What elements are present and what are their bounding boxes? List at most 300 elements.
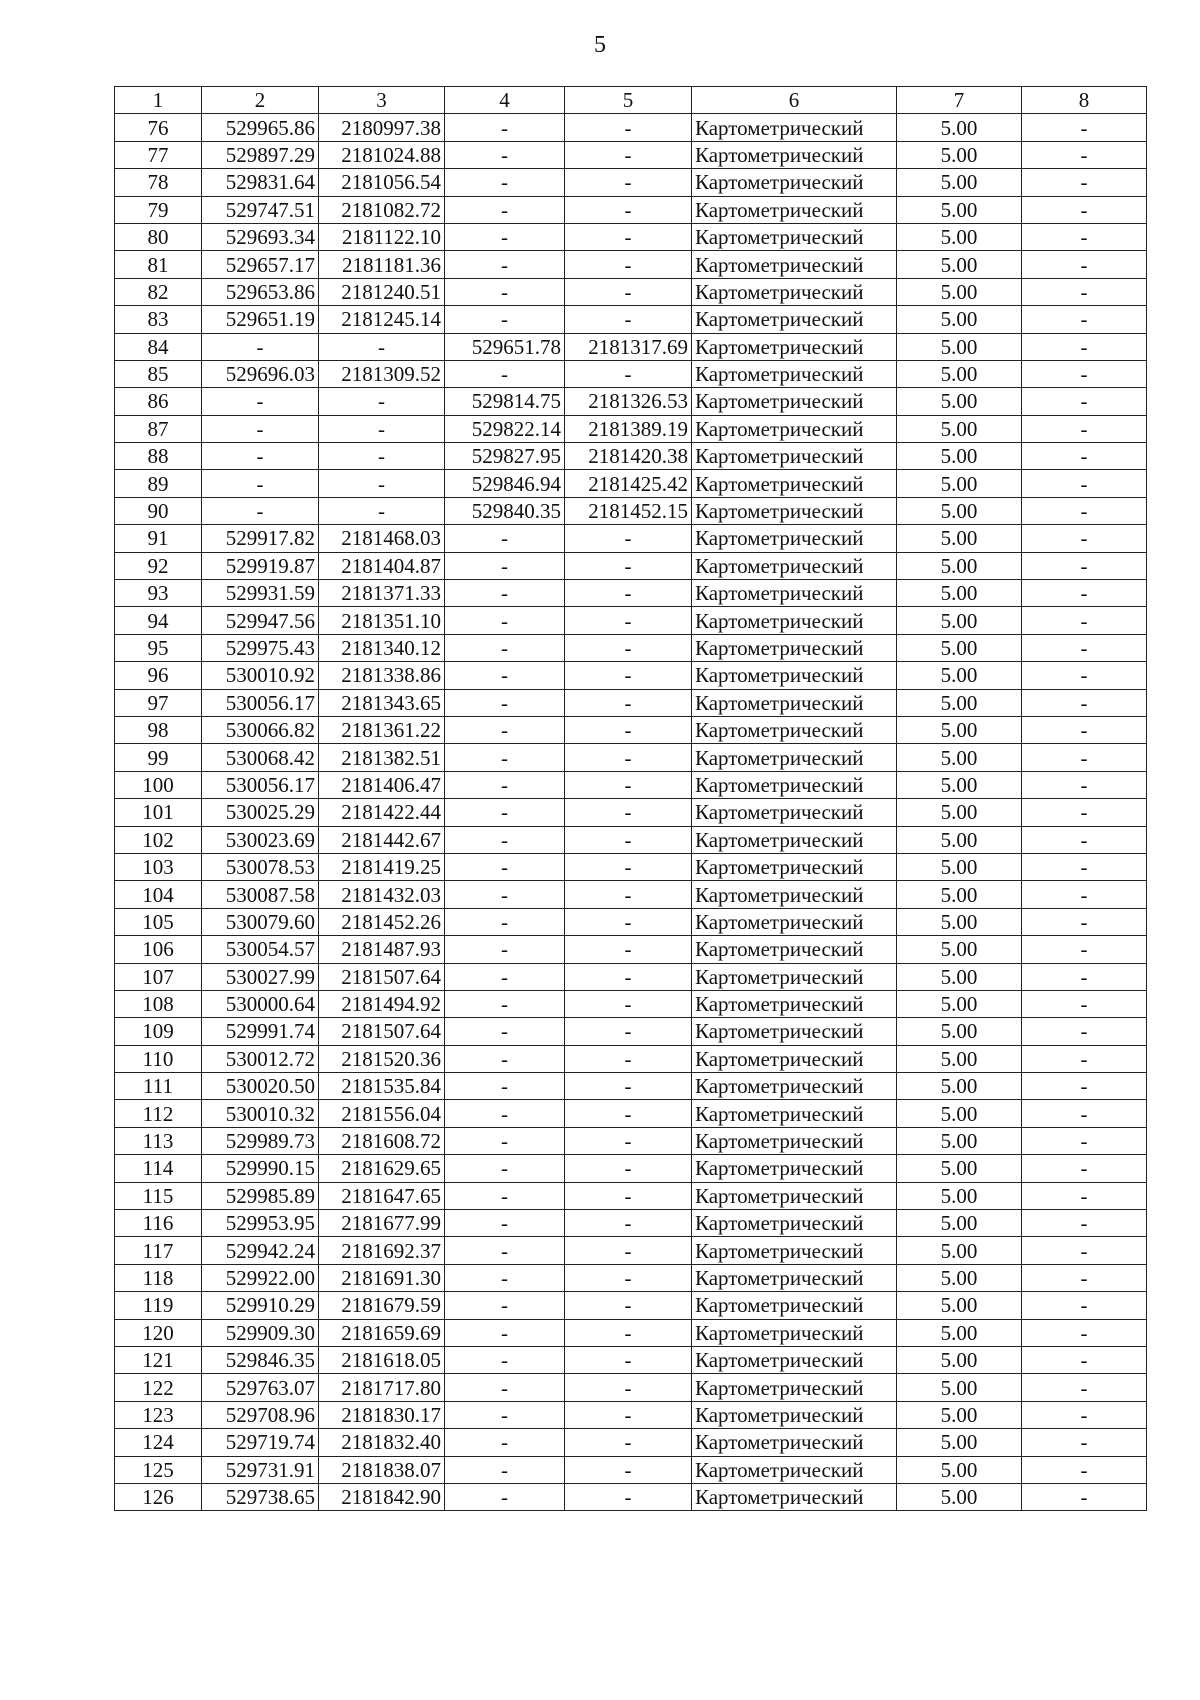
x-coordinate-cell: 529947.56 — [202, 607, 319, 634]
note-cell: - — [1022, 1237, 1147, 1264]
table-row — [115, 223, 1147, 250]
note-cell: - — [1022, 744, 1147, 771]
y-coordinate-cell: 2181338.86 — [319, 662, 445, 689]
y-coordinate-cell: 2181382.51 — [319, 744, 445, 771]
x-new-coordinate-cell: - — [445, 771, 565, 798]
x-new-coordinate-cell: - — [445, 716, 565, 743]
method-cell: Картометрический — [692, 716, 897, 743]
note-cell: - — [1022, 278, 1147, 305]
method-cell: Картометрический — [692, 1264, 897, 1291]
method-cell: Картометрический — [692, 689, 897, 716]
x-new-coordinate-cell: 529822.14 — [445, 415, 565, 442]
x-coordinate-cell: 529653.86 — [202, 278, 319, 305]
y-coordinate-cell: 2181487.93 — [319, 936, 445, 963]
method-cell: Картометрический — [692, 634, 897, 661]
table-row — [115, 1045, 1147, 1072]
point-number-cell: 97 — [115, 689, 202, 716]
column-header: 5 — [565, 87, 692, 114]
x-coordinate-cell: 530027.99 — [202, 963, 319, 990]
x-coordinate-cell: - — [202, 333, 319, 360]
point-number-cell: 105 — [115, 908, 202, 935]
x-coordinate-cell: 530068.42 — [202, 744, 319, 771]
note-cell: - — [1022, 1264, 1147, 1291]
point-number-cell: 91 — [115, 525, 202, 552]
accuracy-cell: 5.00 — [897, 853, 1022, 880]
accuracy-cell: 5.00 — [897, 1100, 1022, 1127]
y-coordinate-cell: 2181245.14 — [319, 306, 445, 333]
x-new-coordinate-cell: - — [445, 1210, 565, 1237]
note-cell: - — [1022, 223, 1147, 250]
y-new-coordinate-cell: - — [565, 1182, 692, 1209]
y-new-coordinate-cell: - — [565, 1456, 692, 1483]
point-number-cell: 102 — [115, 826, 202, 853]
point-number-cell: 113 — [115, 1127, 202, 1154]
x-new-coordinate-cell: - — [445, 1401, 565, 1428]
y-coordinate-cell: 2181082.72 — [319, 196, 445, 223]
y-coordinate-cell: 2181468.03 — [319, 525, 445, 552]
x-new-coordinate-cell: - — [445, 1483, 565, 1510]
y-coordinate-cell: 2181452.26 — [319, 908, 445, 935]
y-coordinate-cell: 2181691.30 — [319, 1264, 445, 1291]
y-new-coordinate-cell: - — [565, 853, 692, 880]
note-cell: - — [1022, 853, 1147, 880]
x-new-coordinate-cell: - — [445, 908, 565, 935]
table-body — [115, 114, 1147, 1511]
x-coordinate-cell: 529931.59 — [202, 580, 319, 607]
point-number-cell: 80 — [115, 223, 202, 250]
note-cell: - — [1022, 826, 1147, 853]
note-cell: - — [1022, 114, 1147, 141]
x-new-coordinate-cell: - — [445, 607, 565, 634]
x-new-coordinate-cell: - — [445, 1127, 565, 1154]
note-cell: - — [1022, 360, 1147, 387]
note-cell: - — [1022, 1319, 1147, 1346]
point-number-cell: 83 — [115, 306, 202, 333]
y-coordinate-cell: 2181832.40 — [319, 1429, 445, 1456]
x-new-coordinate-cell: - — [445, 689, 565, 716]
table-row — [115, 1292, 1147, 1319]
table-row — [115, 388, 1147, 415]
table-row — [115, 1018, 1147, 1045]
column-header: 6 — [692, 87, 897, 114]
x-coordinate-cell: 529942.24 — [202, 1237, 319, 1264]
note-cell: - — [1022, 1182, 1147, 1209]
y-coordinate-cell: - — [319, 415, 445, 442]
x-coordinate-cell: 529965.86 — [202, 114, 319, 141]
y-new-coordinate-cell: - — [565, 607, 692, 634]
note-cell: - — [1022, 196, 1147, 223]
table-row — [115, 1210, 1147, 1237]
point-number-cell: 98 — [115, 716, 202, 743]
y-new-coordinate-cell: 2181452.15 — [565, 497, 692, 524]
y-coordinate-cell: 2181024.88 — [319, 141, 445, 168]
note-cell: - — [1022, 333, 1147, 360]
note-cell: - — [1022, 497, 1147, 524]
table-row — [115, 196, 1147, 223]
y-new-coordinate-cell: - — [565, 196, 692, 223]
y-new-coordinate-cell: - — [565, 552, 692, 579]
table-row — [115, 169, 1147, 196]
method-cell: Картометрический — [692, 744, 897, 771]
y-new-coordinate-cell: - — [565, 908, 692, 935]
method-cell: Картометрический — [692, 1429, 897, 1456]
y-coordinate-cell: 2181432.03 — [319, 881, 445, 908]
note-cell: - — [1022, 443, 1147, 470]
x-new-coordinate-cell: 529840.35 — [445, 497, 565, 524]
point-number-cell: 115 — [115, 1182, 202, 1209]
y-coordinate-cell: 2181181.36 — [319, 251, 445, 278]
y-new-coordinate-cell: - — [565, 634, 692, 661]
note-cell: - — [1022, 1292, 1147, 1319]
table-row — [115, 360, 1147, 387]
y-coordinate-cell: 2181556.04 — [319, 1100, 445, 1127]
point-number-cell: 94 — [115, 607, 202, 634]
accuracy-cell: 5.00 — [897, 1319, 1022, 1346]
table-row — [115, 963, 1147, 990]
x-new-coordinate-cell: - — [445, 744, 565, 771]
note-cell: - — [1022, 908, 1147, 935]
method-cell: Картометрический — [692, 1237, 897, 1264]
accuracy-cell: 5.00 — [897, 552, 1022, 579]
x-coordinate-cell: 530087.58 — [202, 881, 319, 908]
x-coordinate-cell: 529693.34 — [202, 223, 319, 250]
x-new-coordinate-cell: - — [445, 196, 565, 223]
y-coordinate-cell: 2181507.64 — [319, 963, 445, 990]
method-cell: Картометрический — [692, 114, 897, 141]
accuracy-cell: 5.00 — [897, 525, 1022, 552]
x-new-coordinate-cell: - — [445, 525, 565, 552]
note-cell: - — [1022, 1483, 1147, 1510]
x-coordinate-cell: 529909.30 — [202, 1319, 319, 1346]
x-coordinate-cell: 530054.57 — [202, 936, 319, 963]
table-row — [115, 662, 1147, 689]
y-new-coordinate-cell: - — [565, 771, 692, 798]
table-row — [115, 1374, 1147, 1401]
note-cell: - — [1022, 415, 1147, 442]
point-number-cell: 109 — [115, 1018, 202, 1045]
y-coordinate-cell: 2181361.22 — [319, 716, 445, 743]
x-new-coordinate-cell: 529651.78 — [445, 333, 565, 360]
y-coordinate-cell: 2181618.05 — [319, 1346, 445, 1373]
note-cell: - — [1022, 662, 1147, 689]
method-cell: Картометрический — [692, 881, 897, 908]
y-coordinate-cell: 2181240.51 — [319, 278, 445, 305]
page-number: 5 — [594, 32, 606, 58]
column-header: 8 — [1022, 87, 1147, 114]
accuracy-cell: 5.00 — [897, 470, 1022, 497]
method-cell: Картометрический — [692, 580, 897, 607]
accuracy-cell: 5.00 — [897, 744, 1022, 771]
table-row — [115, 634, 1147, 661]
method-cell: Картометрический — [692, 1319, 897, 1346]
point-number-cell: 116 — [115, 1210, 202, 1237]
accuracy-cell: 5.00 — [897, 1264, 1022, 1291]
y-coordinate-cell: 2181422.44 — [319, 799, 445, 826]
table-row — [115, 1401, 1147, 1428]
method-cell: Картометрический — [692, 936, 897, 963]
accuracy-cell: 5.00 — [897, 908, 1022, 935]
point-number-cell: 120 — [115, 1319, 202, 1346]
method-cell: Картометрический — [692, 990, 897, 1017]
method-cell: Картометрический — [692, 251, 897, 278]
note-cell: - — [1022, 607, 1147, 634]
y-coordinate-cell: - — [319, 497, 445, 524]
x-new-coordinate-cell: 529827.95 — [445, 443, 565, 470]
table-row — [115, 936, 1147, 963]
x-coordinate-cell: 529989.73 — [202, 1127, 319, 1154]
y-new-coordinate-cell: - — [565, 826, 692, 853]
y-new-coordinate-cell: 2181317.69 — [565, 333, 692, 360]
x-new-coordinate-cell: - — [445, 1155, 565, 1182]
y-coordinate-cell: - — [319, 470, 445, 497]
y-coordinate-cell: 2181838.07 — [319, 1456, 445, 1483]
note-cell: - — [1022, 1429, 1147, 1456]
method-cell: Картометрический — [692, 1210, 897, 1237]
point-number-cell: 89 — [115, 470, 202, 497]
accuracy-cell: 5.00 — [897, 1182, 1022, 1209]
table-row — [115, 278, 1147, 305]
point-number-cell: 76 — [115, 114, 202, 141]
method-cell: Картометрический — [692, 1401, 897, 1428]
point-number-cell: 96 — [115, 662, 202, 689]
y-new-coordinate-cell: - — [565, 662, 692, 689]
table-row — [115, 251, 1147, 278]
x-coordinate-cell: 530056.17 — [202, 771, 319, 798]
y-new-coordinate-cell: - — [565, 169, 692, 196]
accuracy-cell: 5.00 — [897, 278, 1022, 305]
method-cell: Картометрический — [692, 497, 897, 524]
accuracy-cell: 5.00 — [897, 1429, 1022, 1456]
table-row — [115, 689, 1147, 716]
y-coordinate-cell: 2181629.65 — [319, 1155, 445, 1182]
method-cell: Картометрический — [692, 443, 897, 470]
point-number-cell: 117 — [115, 1237, 202, 1264]
y-new-coordinate-cell: - — [565, 223, 692, 250]
accuracy-cell: 5.00 — [897, 1155, 1022, 1182]
method-cell: Картометрический — [692, 662, 897, 689]
x-coordinate-cell: 530012.72 — [202, 1045, 319, 1072]
x-new-coordinate-cell: - — [445, 1045, 565, 1072]
x-coordinate-cell: 530025.29 — [202, 799, 319, 826]
note-cell: - — [1022, 1127, 1147, 1154]
note-cell: - — [1022, 388, 1147, 415]
y-coordinate-cell: - — [319, 388, 445, 415]
y-new-coordinate-cell: - — [565, 1429, 692, 1456]
x-new-coordinate-cell: - — [445, 799, 565, 826]
point-number-cell: 106 — [115, 936, 202, 963]
accuracy-cell: 5.00 — [897, 141, 1022, 168]
point-number-cell: 122 — [115, 1374, 202, 1401]
table-row — [115, 443, 1147, 470]
method-cell: Картометрический — [692, 1374, 897, 1401]
y-new-coordinate-cell: - — [565, 881, 692, 908]
x-new-coordinate-cell: - — [445, 1429, 565, 1456]
table-row — [115, 607, 1147, 634]
y-coordinate-cell: 2181419.25 — [319, 853, 445, 880]
note-cell: - — [1022, 306, 1147, 333]
x-coordinate-cell: - — [202, 415, 319, 442]
y-new-coordinate-cell: - — [565, 141, 692, 168]
method-cell: Картометрический — [692, 552, 897, 579]
table-row — [115, 1346, 1147, 1373]
accuracy-cell: 5.00 — [897, 1374, 1022, 1401]
y-coordinate-cell: 2181406.47 — [319, 771, 445, 798]
point-number-cell: 85 — [115, 360, 202, 387]
y-new-coordinate-cell: - — [565, 716, 692, 743]
x-coordinate-cell: 529651.19 — [202, 306, 319, 333]
point-number-cell: 114 — [115, 1155, 202, 1182]
method-cell: Картометрический — [692, 223, 897, 250]
y-coordinate-cell: 2181830.17 — [319, 1401, 445, 1428]
table-row — [115, 1073, 1147, 1100]
y-coordinate-cell: 2181056.54 — [319, 169, 445, 196]
method-cell: Картометрический — [692, 1100, 897, 1127]
note-cell: - — [1022, 771, 1147, 798]
point-number-cell: 88 — [115, 443, 202, 470]
x-coordinate-cell: - — [202, 497, 319, 524]
point-number-cell: 101 — [115, 799, 202, 826]
x-new-coordinate-cell: - — [445, 552, 565, 579]
accuracy-cell: 5.00 — [897, 936, 1022, 963]
method-cell: Картометрический — [692, 388, 897, 415]
accuracy-cell: 5.00 — [897, 580, 1022, 607]
note-cell: - — [1022, 1045, 1147, 1072]
method-cell: Картометрический — [692, 607, 897, 634]
x-coordinate-cell: 529708.96 — [202, 1401, 319, 1428]
accuracy-cell: 5.00 — [897, 963, 1022, 990]
x-new-coordinate-cell: - — [445, 114, 565, 141]
point-number-cell: 82 — [115, 278, 202, 305]
y-new-coordinate-cell: - — [565, 360, 692, 387]
x-coordinate-cell: 529991.74 — [202, 1018, 319, 1045]
y-new-coordinate-cell: - — [565, 251, 692, 278]
accuracy-cell: 5.00 — [897, 196, 1022, 223]
point-number-cell: 77 — [115, 141, 202, 168]
point-number-cell: 126 — [115, 1483, 202, 1510]
x-coordinate-cell: 529990.15 — [202, 1155, 319, 1182]
table-row — [115, 771, 1147, 798]
point-number-cell: 100 — [115, 771, 202, 798]
y-coordinate-cell: 2181520.36 — [319, 1045, 445, 1072]
point-number-cell: 124 — [115, 1429, 202, 1456]
y-new-coordinate-cell: - — [565, 963, 692, 990]
note-cell: - — [1022, 525, 1147, 552]
method-cell: Картометрический — [692, 1346, 897, 1373]
x-coordinate-cell: - — [202, 388, 319, 415]
y-new-coordinate-cell: - — [565, 936, 692, 963]
accuracy-cell: 5.00 — [897, 1045, 1022, 1072]
point-number-cell: 90 — [115, 497, 202, 524]
method-cell: Картометрический — [692, 196, 897, 223]
note-cell: - — [1022, 580, 1147, 607]
method-cell: Картометрический — [692, 169, 897, 196]
x-new-coordinate-cell: - — [445, 1182, 565, 1209]
table-row — [115, 114, 1147, 141]
accuracy-cell: 5.00 — [897, 1210, 1022, 1237]
y-coordinate-cell: 2181535.84 — [319, 1073, 445, 1100]
x-coordinate-cell: 529731.91 — [202, 1456, 319, 1483]
method-cell: Картометрический — [692, 908, 897, 935]
column-header: 7 — [897, 87, 1022, 114]
note-cell: - — [1022, 1210, 1147, 1237]
accuracy-cell: 5.00 — [897, 634, 1022, 661]
accuracy-cell: 5.00 — [897, 388, 1022, 415]
table-row — [115, 881, 1147, 908]
accuracy-cell: 5.00 — [897, 223, 1022, 250]
y-new-coordinate-cell: - — [565, 1483, 692, 1510]
note-cell: - — [1022, 1155, 1147, 1182]
x-new-coordinate-cell: - — [445, 141, 565, 168]
method-cell: Картометрический — [692, 278, 897, 305]
table-row — [115, 1456, 1147, 1483]
note-cell: - — [1022, 1100, 1147, 1127]
accuracy-cell: 5.00 — [897, 1018, 1022, 1045]
y-new-coordinate-cell: - — [565, 1018, 692, 1045]
table-row — [115, 552, 1147, 579]
coordinates-table — [114, 86, 1147, 1511]
x-coordinate-cell: 530066.82 — [202, 716, 319, 743]
point-number-cell: 86 — [115, 388, 202, 415]
method-cell: Картометрический — [692, 525, 897, 552]
column-header: 3 — [319, 87, 445, 114]
x-coordinate-cell: 529846.35 — [202, 1346, 319, 1373]
note-cell: - — [1022, 1456, 1147, 1483]
y-coordinate-cell: 2181122.10 — [319, 223, 445, 250]
method-cell: Картометрический — [692, 853, 897, 880]
x-new-coordinate-cell: - — [445, 1100, 565, 1127]
y-coordinate-cell: 2181677.99 — [319, 1210, 445, 1237]
note-cell: - — [1022, 799, 1147, 826]
point-number-cell: 123 — [115, 1401, 202, 1428]
method-cell: Картометрический — [692, 1045, 897, 1072]
table-row — [115, 497, 1147, 524]
table-row — [115, 525, 1147, 552]
method-cell: Картометрический — [692, 141, 897, 168]
x-coordinate-cell: 529696.03 — [202, 360, 319, 387]
y-new-coordinate-cell: - — [565, 1210, 692, 1237]
x-coordinate-cell: 530010.32 — [202, 1100, 319, 1127]
y-coordinate-cell: 2181340.12 — [319, 634, 445, 661]
note-cell: - — [1022, 634, 1147, 661]
table-row — [115, 580, 1147, 607]
x-coordinate-cell: 529657.17 — [202, 251, 319, 278]
accuracy-cell: 5.00 — [897, 799, 1022, 826]
x-coordinate-cell: 530023.69 — [202, 826, 319, 853]
y-new-coordinate-cell: - — [565, 1292, 692, 1319]
method-cell: Картометрический — [692, 771, 897, 798]
x-new-coordinate-cell: - — [445, 963, 565, 990]
x-coordinate-cell: 529738.65 — [202, 1483, 319, 1510]
accuracy-cell: 5.00 — [897, 689, 1022, 716]
x-coordinate-cell: 529910.29 — [202, 1292, 319, 1319]
accuracy-cell: 5.00 — [897, 881, 1022, 908]
accuracy-cell: 5.00 — [897, 716, 1022, 743]
method-cell: Картометрический — [692, 333, 897, 360]
y-coordinate-cell: 2181842.90 — [319, 1483, 445, 1510]
table-row — [115, 1100, 1147, 1127]
y-coordinate-cell: 2181679.59 — [319, 1292, 445, 1319]
point-number-cell: 104 — [115, 881, 202, 908]
x-coordinate-cell: 529919.87 — [202, 552, 319, 579]
accuracy-cell: 5.00 — [897, 1073, 1022, 1100]
y-new-coordinate-cell: - — [565, 1346, 692, 1373]
y-new-coordinate-cell: - — [565, 1264, 692, 1291]
y-new-coordinate-cell: - — [565, 744, 692, 771]
y-new-coordinate-cell: - — [565, 689, 692, 716]
y-coordinate-cell: 2181647.65 — [319, 1182, 445, 1209]
x-new-coordinate-cell: - — [445, 1319, 565, 1346]
table-row — [115, 470, 1147, 497]
